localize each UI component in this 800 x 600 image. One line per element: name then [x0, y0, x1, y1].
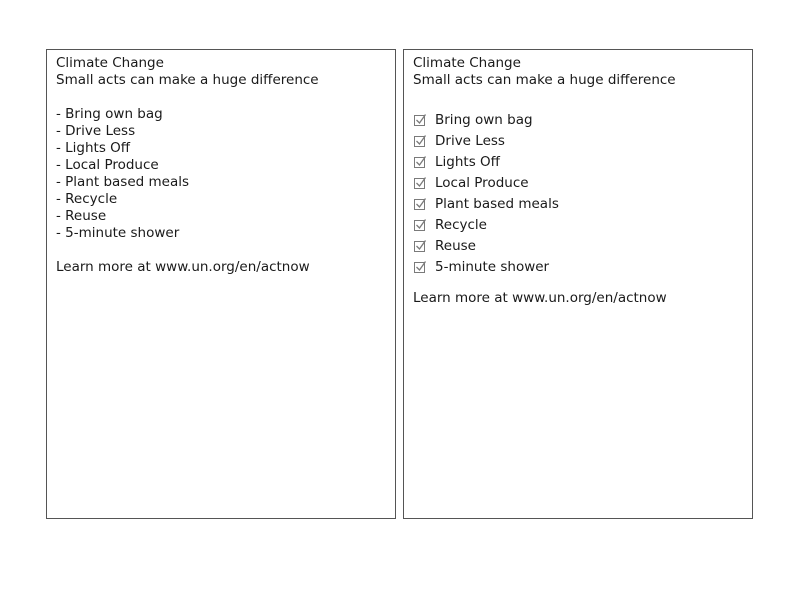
checklist-item[interactable]: [413, 172, 746, 193]
left-learn-more: Learn more at www.un.org/en/actnow: [56, 259, 310, 275]
checklist-item-label: Bring own bag: [435, 111, 533, 128]
checked-checkbox-icon[interactable]: [413, 113, 427, 127]
list-item: - Bring own bag: [56, 106, 163, 122]
left-subtitle: Small acts can make a huge difference: [56, 72, 319, 88]
checked-checkbox-icon[interactable]: [413, 218, 427, 232]
checked-checkbox-icon[interactable]: [413, 197, 427, 211]
checked-checkbox-icon[interactable]: [413, 155, 427, 169]
left-title: Climate Change: [56, 55, 164, 71]
checked-checkbox-icon[interactable]: [413, 176, 427, 190]
left-panel: [46, 49, 396, 519]
checklist-item-label: Drive Less: [435, 132, 505, 149]
checklist-item[interactable]: [413, 193, 746, 214]
checklist-item[interactable]: [413, 130, 746, 151]
checklist-item-label: Plant based meals: [435, 195, 559, 212]
right-learn-more: Learn more at www.un.org/en/actnow: [413, 290, 667, 306]
list-item: - Reuse: [56, 208, 107, 224]
checklist-item-label: Lights Off: [435, 153, 500, 170]
checked-checkbox-icon[interactable]: [413, 134, 427, 148]
checklist-item[interactable]: [413, 151, 746, 172]
list-item: - 5-minute shower: [56, 225, 180, 241]
list-item: - Lights Off: [56, 140, 131, 156]
checked-checkbox-icon[interactable]: [413, 239, 427, 253]
left-panel-content: [56, 55, 389, 276]
checklist-item-label: Local Produce: [435, 174, 529, 191]
checked-checkbox-icon[interactable]: [413, 260, 427, 274]
checklist-item[interactable]: [413, 214, 746, 235]
right-subtitle: Small acts can make a huge difference: [413, 72, 676, 88]
checklist-item-label: Reuse: [435, 237, 476, 254]
checklist-item[interactable]: [413, 256, 746, 277]
checklist-item-label: 5-minute shower: [435, 258, 550, 275]
checklist-item[interactable]: [413, 109, 746, 130]
list-item: - Recycle: [56, 191, 118, 207]
right-panel: [403, 49, 753, 519]
list-item: - Local Produce: [56, 157, 159, 173]
checklist-item[interactable]: [413, 235, 746, 256]
right-checklist: [413, 109, 746, 277]
list-item: - Plant based meals: [56, 174, 190, 190]
right-title: Climate Change: [413, 55, 521, 71]
checklist-item-label: Recycle: [435, 216, 487, 233]
list-item: - Drive Less: [56, 123, 136, 139]
right-panel-content: [413, 55, 746, 307]
left-action-list: [56, 106, 389, 242]
